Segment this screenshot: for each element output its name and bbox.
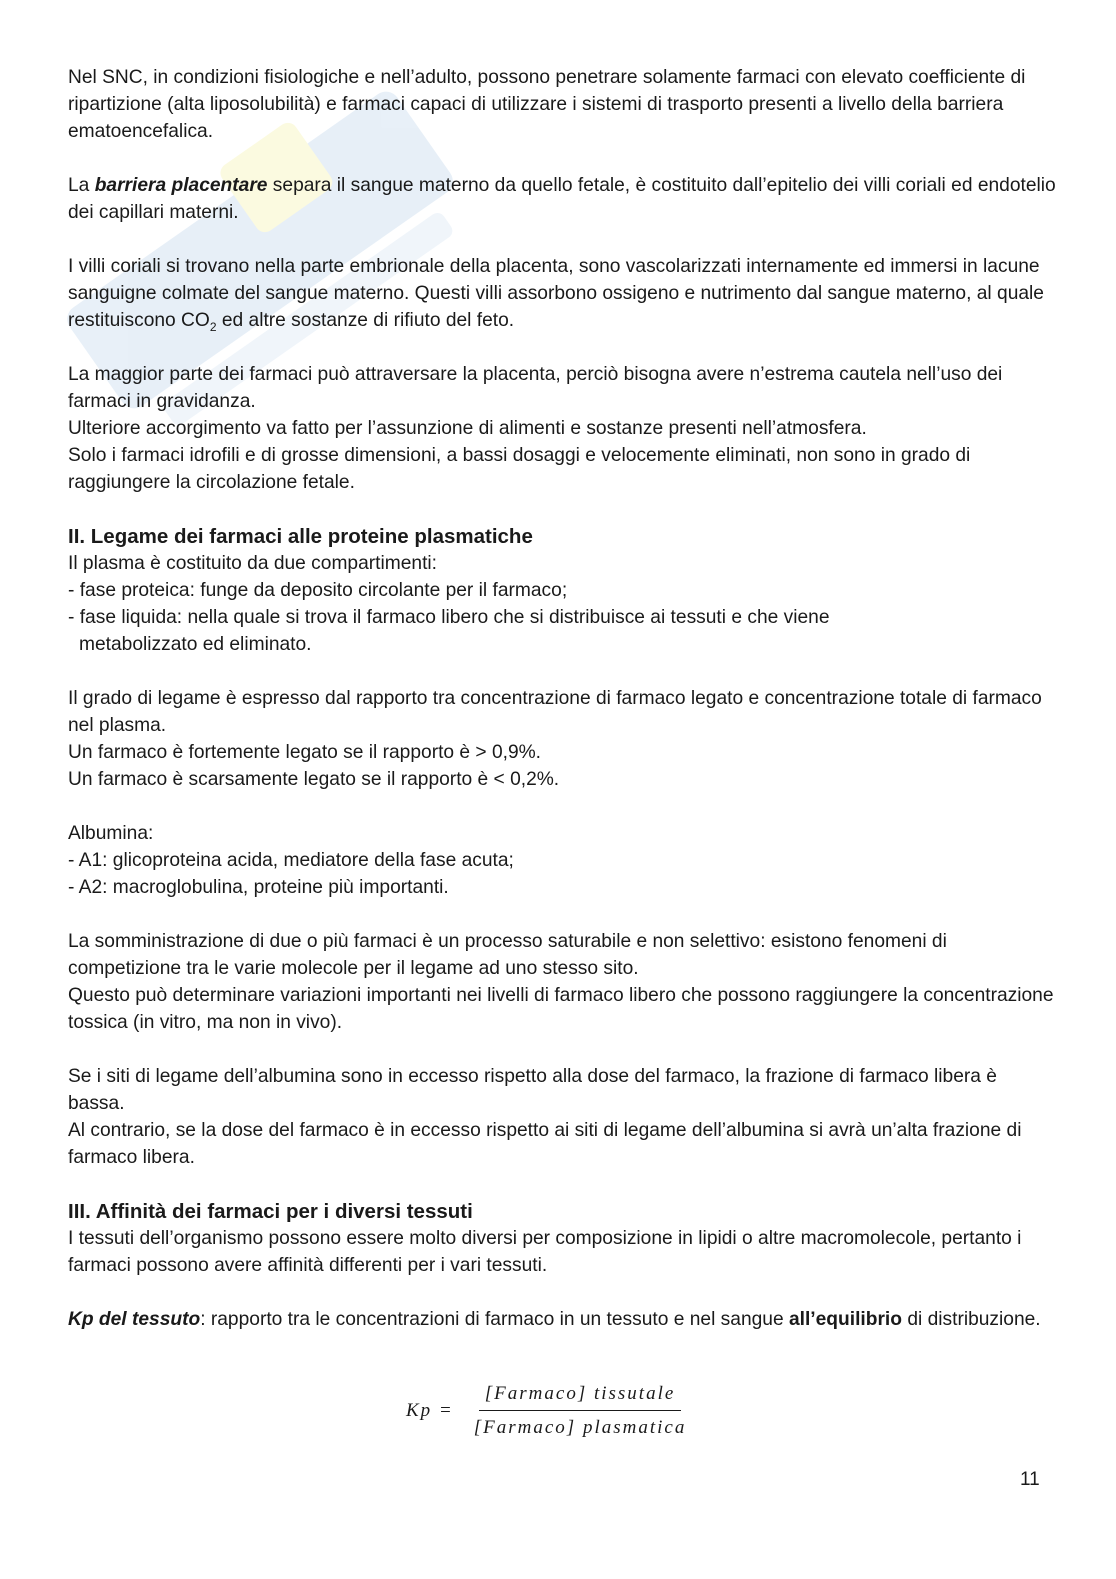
list-item: - A2: macroglobulina, proteine più importanti. (68, 877, 449, 898)
list-albumina: Albumina: - A1: glicoproteina acida, mediatore della fase acuta; - A2: macroglobulina, proteine più importanti. (68, 820, 1058, 901)
list-item: - fase proteica: funge da deposito circolante per il farmaco; (68, 580, 568, 601)
paragraph-grado-legame: Il grado di legame è espresso dal rapporto tra concentrazione di farmaco legato e concentrazione totale di farmaco nel plasma. Un farmaco è fortemente legato se il rapporto è > 0,9%. Un farmaco è scarsamente legato se il rapporto è < 0,2%. (68, 688, 1042, 790)
paragraph-somministrazione: La somministrazione di due o più farmaci è un processo saturabile e non selettivo: esistono fenomeni di competizione tra le varie molecole per il legame ad uno stesso sito. Questo può determinare variazioni importanti nei livelli di farmaco libero che possono raggiungere la concentrazione tossica (in vitro, ma non in vivo). (68, 931, 1054, 1033)
list-item: - fase liquida: nella quale si trova il farmaco libero che si distribuisce ai tessuti e che viene (68, 607, 830, 628)
section-heading-legame-proteine: II. Legame dei farmaci alle proteine plasmatiche (68, 525, 533, 548)
formula-fraction (468, 1380, 693, 1441)
paragraph-snc: Nel SNC, in condizioni fisiologiche e nell’adulto, possono penetrare solamente farmaci con elevato coefficiente di ripartizione (alta liposolubilità) e farmaci capaci di utilizzare i sistemi di trasporto presenti a livello della barriera ematoencefalica. (68, 67, 1026, 142)
term-barriera-placentare: barriera placentare (94, 175, 268, 196)
paragraph-tessuti: I tessuti dell’organismo possono essere molto diversi per composizione in lipidi o altre macromolecole, pertanto i farmaci possono avere affinità differenti per i vari tessuti. (68, 1228, 1022, 1276)
paragraph-kp-definizione: Kp del tessuto: rapporto tra le concentrazioni di farmaco in un tessuto e nel sangue all’equilibrio di distribuzione. (68, 1309, 1041, 1330)
formula-numerator: [Farmaco] tissutale (479, 1380, 682, 1411)
document-body (68, 64, 1058, 1360)
formula-lhs: Kp = (406, 1400, 454, 1421)
paragraph-barriera-placentare: La barriera placentare separa il sangue materno da quello fetale, è costituito dall’epitelio dei villi coriali ed endotelio dei capillari materni. (68, 175, 1056, 223)
paragraph-villi-coriali: I villi coriali si trovano nella parte embrionale della placenta, sono vascolarizzati internamente ed immersi in lacune sanguigne colmate del sangue materno. Questi villi assorbono ossigeno e nutrimento dal sangue materno, al quale restituiscono $CO_2$ ed altre sostanze di rifiuto del feto. (68, 256, 1044, 334)
term-kp-tessuto: Kp del tessuto (68, 1309, 201, 1330)
list-compartimenti-plasma: Il plasma è costituito da due compartimenti: - fase proteica: funge da deposito circolante per il farmaco; - fase liquida: nella quale si trova il farmaco libero che si distribuisce ai tessuti e che viene metabolizzato ed eliminato. (68, 550, 1058, 658)
paragraph-siti-legame: Se i siti di legame dell’albumina sono in eccesso rispetto alla dose del farmaco, la frazione di farmaco libera è bassa. Al contrario, se la dose del farmaco è in eccesso rispetto ai siti di legame dell’albumina si avrà un’alta frazione di farmaco libera. (68, 1066, 1022, 1168)
section-heading-affinita-tessuti: III. Affinità dei farmaci per i diversi tessuti (68, 1200, 473, 1223)
paragraph-farmaci-placenta: La maggior parte dei farmaci può attraversare la placenta, perciò bisogna avere n’estrema cautela nell’uso dei farmaci in gravidanza. Ulteriore accorgimento va fatto per l’assunzione di alimenti e sostanze presenti nell’atmosfera. Solo i farmaci idrofili e di grosse dimensioni, a bassi dosaggi e velocemente eliminati, non sono in grado di raggiungere la circolazione fetale. (68, 364, 1003, 493)
list-item-continuation: metabolizzato ed eliminato. (79, 634, 312, 655)
list-item: - A1: glicoproteina acida, mediatore della fase acuta; (68, 850, 514, 871)
kp-formula (406, 1380, 692, 1441)
formula-denominator: [Farmaco] plasmatica (473, 1417, 687, 1438)
page-number: 11 (1020, 1469, 1040, 1490)
